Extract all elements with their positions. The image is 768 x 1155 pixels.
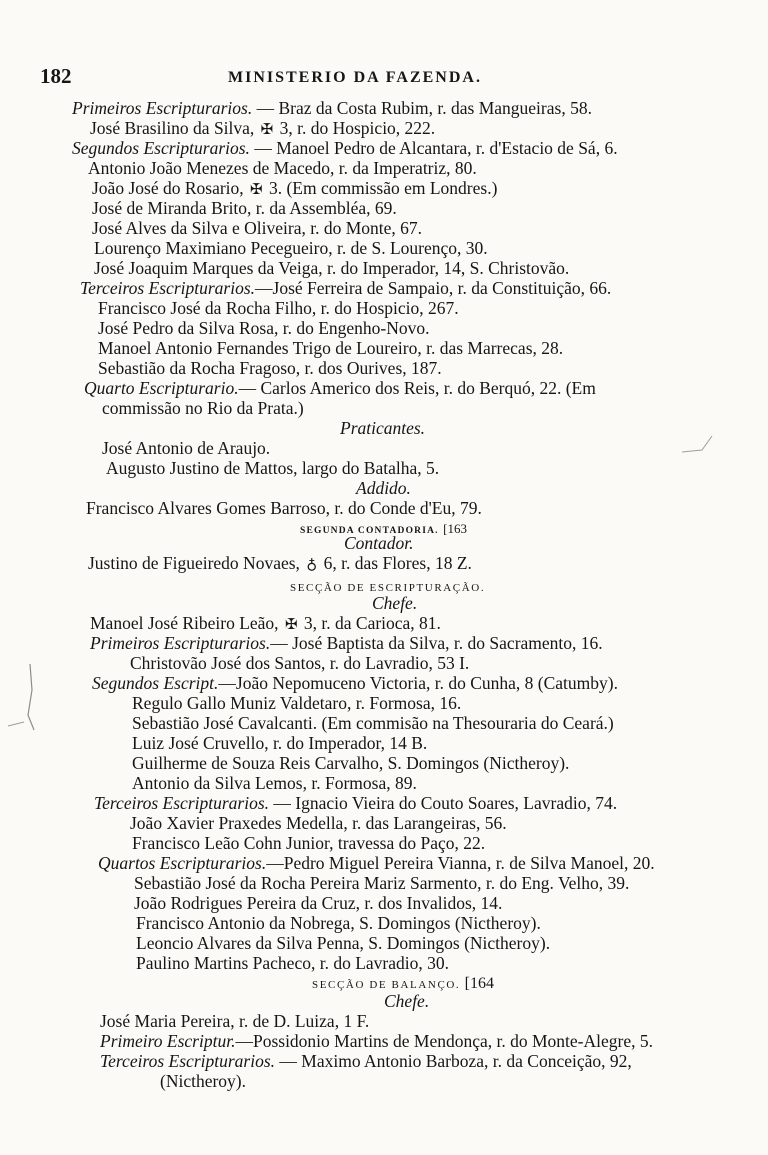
text-line xyxy=(98,853,655,873)
entry-text: 3. (Em commissão em Londres.) xyxy=(264,178,498,198)
text-line xyxy=(130,813,507,833)
text-line xyxy=(100,1011,369,1031)
text-line xyxy=(94,793,617,813)
text-line xyxy=(98,338,563,358)
text-line xyxy=(92,198,397,218)
entry-text: Regulo Gallo Muniz Valdetaro, r. Formosa, 16. xyxy=(132,693,462,713)
text-line xyxy=(132,733,427,753)
section-subheading: Praticantes. xyxy=(340,418,426,438)
entry-text: João Rodrigues Pereira da Cruz, r. dos Invalidos, 14. xyxy=(134,893,503,913)
role-label: Terceiros Escripturarios. xyxy=(94,793,270,813)
text-line xyxy=(160,1071,246,1091)
text-line xyxy=(94,238,488,258)
text-line xyxy=(100,1051,632,1071)
rose-order-icon: ♁ xyxy=(306,557,318,573)
entry-text: 3, r. da Carioca, 81. xyxy=(299,613,441,633)
margin-mark xyxy=(680,428,720,458)
margin-mark xyxy=(0,660,45,740)
text-line xyxy=(98,358,442,378)
entry-text: José Maria Pereira, r. de D. Luiza, 1 F. xyxy=(100,1011,370,1031)
role-label: Quarto Escripturario. xyxy=(84,378,239,398)
section-title: SECÇÃO DE ESCRIPTURAÇÃO. xyxy=(290,582,486,594)
entry-text: José Brasilino da Silva, xyxy=(90,118,259,138)
entry-text: commissão no Rio da Prata.) xyxy=(102,398,304,418)
text-line xyxy=(102,438,270,458)
text-line xyxy=(130,653,469,673)
role-label: Primeiros Escripturarios. xyxy=(72,98,253,118)
entry-text: Luiz José Cruvello, r. do Imperador, 14 B. xyxy=(132,733,428,753)
role-label: Terceiros Escripturarios. xyxy=(100,1051,276,1071)
text-line xyxy=(92,218,422,238)
role-label: Primeiro Escriptur. xyxy=(100,1031,236,1051)
entry-text: —Possidonio Martins de Mendonça, r. do Monte-Alegre, 5. xyxy=(235,1031,653,1051)
text-line xyxy=(136,933,550,953)
text-line xyxy=(102,398,304,418)
entry-text: Manoel Antonio Fernandes Trigo de Loureiro, r. das Marrecas, 28. xyxy=(98,338,564,358)
text-line xyxy=(90,613,441,635)
text-line xyxy=(90,633,603,653)
entry-text: João José do Rosario, xyxy=(92,178,249,198)
entry-text: (Nictheroy). xyxy=(160,1071,247,1091)
entry-text: — Ignacio Vieira do Couto Soares, Lavradio, 74. xyxy=(269,793,618,813)
page-title: MINISTERIO DA FAZENDA. xyxy=(228,69,482,86)
entry-text: Francisco Leão Cohn Junior, travessa do Paço, 22. xyxy=(132,833,486,853)
order-cross-icon: ✠ xyxy=(284,617,298,633)
entry-text: Antonio da Silva Lemos, r. Formosa, 89. xyxy=(132,773,417,793)
text-line xyxy=(136,953,449,973)
entry-text: Christovão José dos Santos, r. do Lavradio, 53 I. xyxy=(130,653,470,673)
section-subheading: Chefe. xyxy=(372,593,418,613)
entry-text: — José Baptista da Silva, r. do Sacramento, 16. xyxy=(270,633,603,653)
entry-text: 6, r. das Flores, 18 Z. xyxy=(319,553,472,573)
entry-text: Guilherme de Souza Reis Carvalho, S. Domingos (Nictheroy). xyxy=(132,753,570,773)
role-label: Quartos Escripturarios. xyxy=(98,853,267,873)
text-line xyxy=(88,158,477,178)
section-title: SEGUNDA CONTADORIA. xyxy=(300,526,439,536)
text-line xyxy=(84,378,596,398)
entry-text: Leoncio Alvares da Silva Penna, S. Domingos (Nictheroy). xyxy=(136,933,551,953)
section-title: SECÇÃO DE BALANÇO. xyxy=(312,979,461,991)
order-cross-icon: ✠ xyxy=(250,182,263,198)
entry-text: Francisco José da Rocha Filho, r. do Hospicio, 267. xyxy=(98,298,459,318)
text-line xyxy=(92,178,497,200)
role-label: Terceiros Escripturarios. xyxy=(80,278,256,298)
entry-text: —João Nepomuceno Victoria, r. do Cunha, 8 (Catumby). xyxy=(218,673,618,693)
text-line xyxy=(86,498,482,518)
entry-text: Augusto Justino de Mattos, largo do Batalha, 5. xyxy=(106,458,440,478)
entry-text: — Maximo Antonio Barboza, r. da Conceição, 92, xyxy=(275,1051,632,1071)
text-line xyxy=(94,258,569,278)
text-line xyxy=(132,713,614,733)
entry-text: —José Ferreira de Sampaio, r. da Constituição, 66. xyxy=(255,278,612,298)
entry-text: João Xavier Praxedes Medella, r. das Larangeiras, 56. xyxy=(130,813,507,833)
entry-text: José de Miranda Brito, r. da Assembléa, 69. xyxy=(92,198,397,218)
page-reference: [164 xyxy=(464,975,494,992)
text-line xyxy=(134,893,502,913)
section-subheading: Chefe. xyxy=(384,991,430,1011)
entry-text: Sebastião José Cavalcanti. (Em commisão na Thesouraria do Ceará.) xyxy=(132,713,614,733)
text-line xyxy=(90,118,435,140)
page-reference: [163 xyxy=(443,521,467,536)
entry-text: — Manoel Pedro de Alcantara, r. d'Estacio de Sá, 6. xyxy=(249,138,618,158)
entry-text: —Pedro Miguel Pereira Vianna, r. de Silva Manoel, 20. xyxy=(266,853,655,873)
entry-text: José Pedro da Silva Rosa, r. do Engenho-Novo. xyxy=(98,318,430,338)
entry-text: Lourenço Maximiano Pecegueiro, r. de S. Lourenço, 30. xyxy=(94,238,488,258)
entry-text: Antonio João Menezes de Macedo, r. da Imperatriz, 80. xyxy=(88,158,477,178)
entry-text: 3, r. do Hospicio, 222. xyxy=(275,118,436,138)
text-line xyxy=(72,138,618,158)
role-label: Segundos Escript. xyxy=(92,673,219,693)
text-line xyxy=(132,693,461,713)
text-line xyxy=(106,458,439,478)
entry-text: Justino de Figueiredo Novaes, xyxy=(88,553,305,573)
text-line xyxy=(98,298,459,318)
text-line xyxy=(132,753,569,773)
order-cross-icon: ✠ xyxy=(260,122,274,138)
section-subheading: Addido. xyxy=(356,478,411,498)
role-label: Segundos Escripturarios. xyxy=(72,138,250,158)
text-line xyxy=(132,833,485,853)
entry-text: Francisco Antonio da Nobrega, S. Domingos (Nictheroy). xyxy=(136,913,541,933)
entry-text: Manoel José Ribeiro Leão, xyxy=(90,613,283,633)
text-line xyxy=(100,1031,653,1051)
entry-text: — Carlos Americo dos Reis, r. do Berquó, 22. (Em xyxy=(238,378,596,398)
text-line xyxy=(88,553,472,575)
text-line xyxy=(98,318,430,338)
entry-text: Sebastião da Rocha Fragoso, r. dos Ourives, 187. xyxy=(98,358,442,378)
text-line xyxy=(80,278,611,298)
entry-text: José Joaquim Marques da Veiga, r. do Imperador, 14, S. Christovão. xyxy=(94,258,570,278)
section-subheading: Contador. xyxy=(344,533,414,553)
entry-text: José Alves da Silva e Oliveira, r. do Monte, 67. xyxy=(92,218,423,238)
page-number: 182 xyxy=(40,64,72,88)
entry-text: — Braz da Costa Rubim, r. das Mangueiras, 58. xyxy=(252,98,592,118)
entry-text: Paulino Martins Pacheco, r. do Lavradio, 30. xyxy=(136,953,449,973)
role-label: Primeiros Escripturarios. xyxy=(90,633,271,653)
text-line xyxy=(92,673,618,693)
text-line xyxy=(136,913,541,933)
text-line xyxy=(134,873,629,893)
entry-text: José Antonio de Araujo. xyxy=(102,438,271,458)
entry-text: Francisco Alvares Gomes Barroso, r. do Conde d'Eu, 79. xyxy=(86,498,482,518)
text-line xyxy=(132,773,417,793)
text-line xyxy=(72,98,592,118)
entry-text: Sebastião José da Rocha Pereira Mariz Sarmento, r. do Eng. Velho, 39. xyxy=(134,873,630,893)
